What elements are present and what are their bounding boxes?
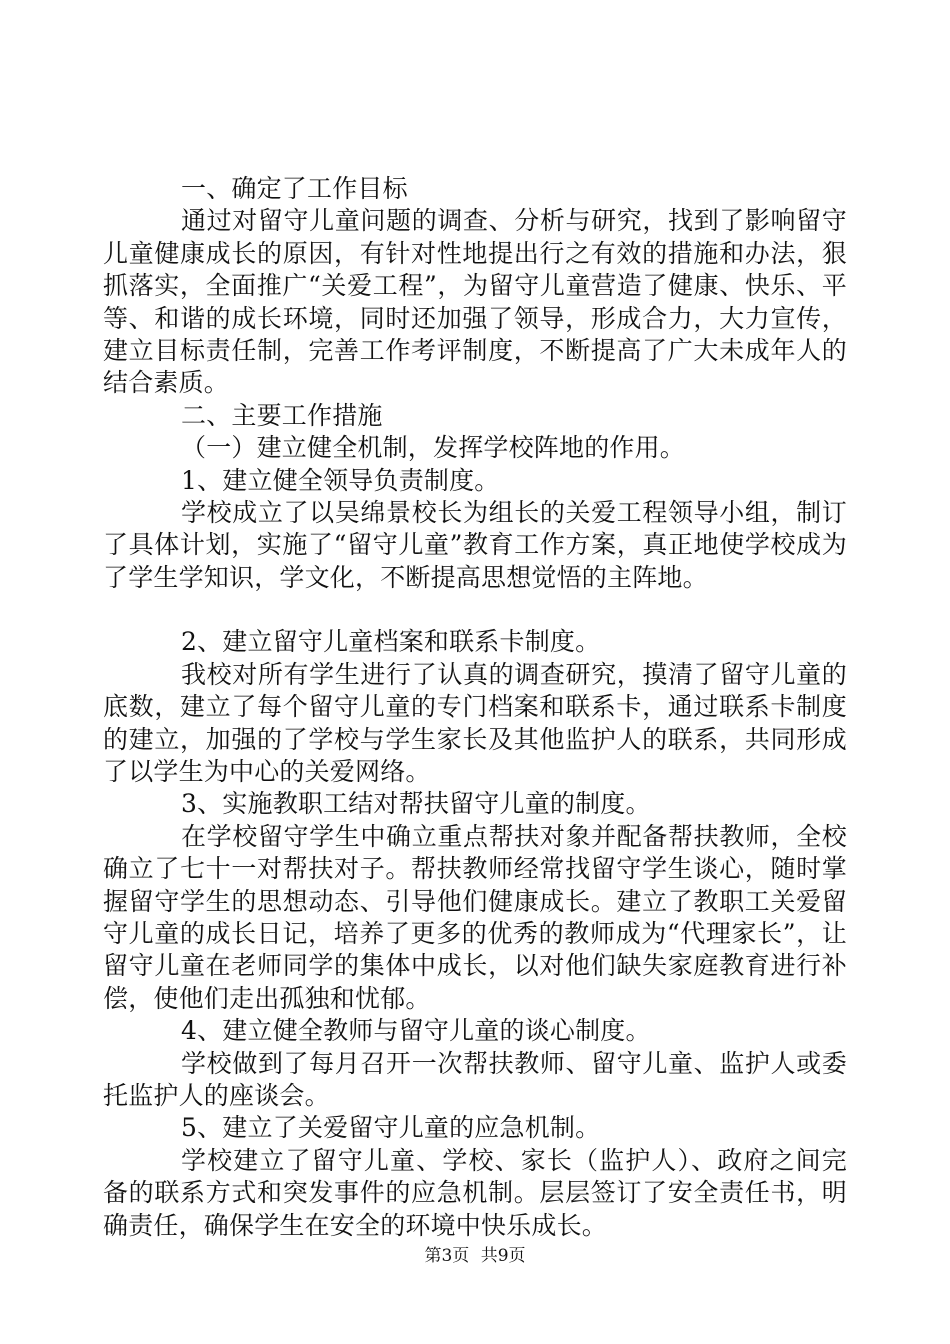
item-heading-5: 5、建立了关爱留守儿童的应急机制。 — [181, 1113, 601, 1143]
page-total: 共9页 — [480, 1246, 526, 1266]
paragraph-item-1: 学校成立了以吴绵景校长为组长的关爱工程领导小组，制订了具体计划，实施了“留守儿童”教育工作方案，真正地使学校成为了学生学知识，学文化，不断提高思想觉悟的主阵地。 — [103, 498, 847, 592]
paragraph-item-2: 我校对所有学生进行了认真的调查研究，摸清了留守儿童的底数，建立了每个留守儿童的专门档案和联系卡，通过联系卡制度的建立，加强的了学校与学生家长及其他监护人的联系，共同形成了以学生为中心的关爱网络。 — [103, 659, 847, 786]
paragraph-goal: 通过对留守儿童问题的调查、分析与研究，找到了影响留守儿童健康成长的原因，有针对性地提出行之有效的措施和办法，狠抓落实，全面推广“关爱工程”，为留守儿童营造了健康、快乐、平等、和谐的成长环境，同时还加强了领导，形成合力，大力宣传，建立目标责任制，完善工作考评制度，不断提高了广大未成年人的结合素质。 — [103, 206, 847, 398]
paragraph-item-5: 学校建立了留守儿童、学校、家长（监护人）、政府之间完备的联系方式和突发事件的应急机制。层层签订了安全责任书，明确责任，确保学生在安全的环境中快乐成长。 — [103, 1145, 847, 1240]
item-heading-3: 3、实施教职工结对帮扶留守儿童的制度。 — [181, 789, 651, 819]
paragraph-spacer — [103, 594, 847, 626]
section-heading-1: 一、确定了工作目标 — [181, 174, 408, 203]
item-heading-2: 2、建立留守儿童档案和联系卡制度。 — [181, 627, 601, 657]
paragraph-item-3: 在学校留守学生中确立重点帮扶对象并配备帮扶教师，全校确立了七十一对帮扶对子。帮扶教师经常找留守学生谈心，随时掌握留守学生的思想动态、引导他们健康成长。建立了教职工关爱留守儿童的成长日记，培养了更多的优秀的教师成为“代理家长”，让留守儿童在老师同学的集体中成长，以对他们缺失家庭教育进行补偿，使他们走出孤独和忧郁。 — [103, 821, 847, 1013]
page-footer — [0, 1241, 950, 1266]
document-body — [103, 173, 847, 1242]
subsection-heading-1: （一）建立健全机制，发挥学校阵地的作用。 — [181, 433, 686, 463]
item-heading-1: 1、建立健全领导负责制度。 — [181, 465, 500, 495]
section-heading-2: 二、主要工作措施 — [181, 400, 383, 430]
item-heading-4: 4、建立健全教师与留守儿童的谈心制度。 — [181, 1016, 651, 1046]
page-number: 第3页 — [424, 1246, 470, 1266]
paragraph-item-4: 学校做到了每月召开一次帮扶教师、留守儿童、监护人或委托监护人的座谈会。 — [103, 1048, 847, 1110]
